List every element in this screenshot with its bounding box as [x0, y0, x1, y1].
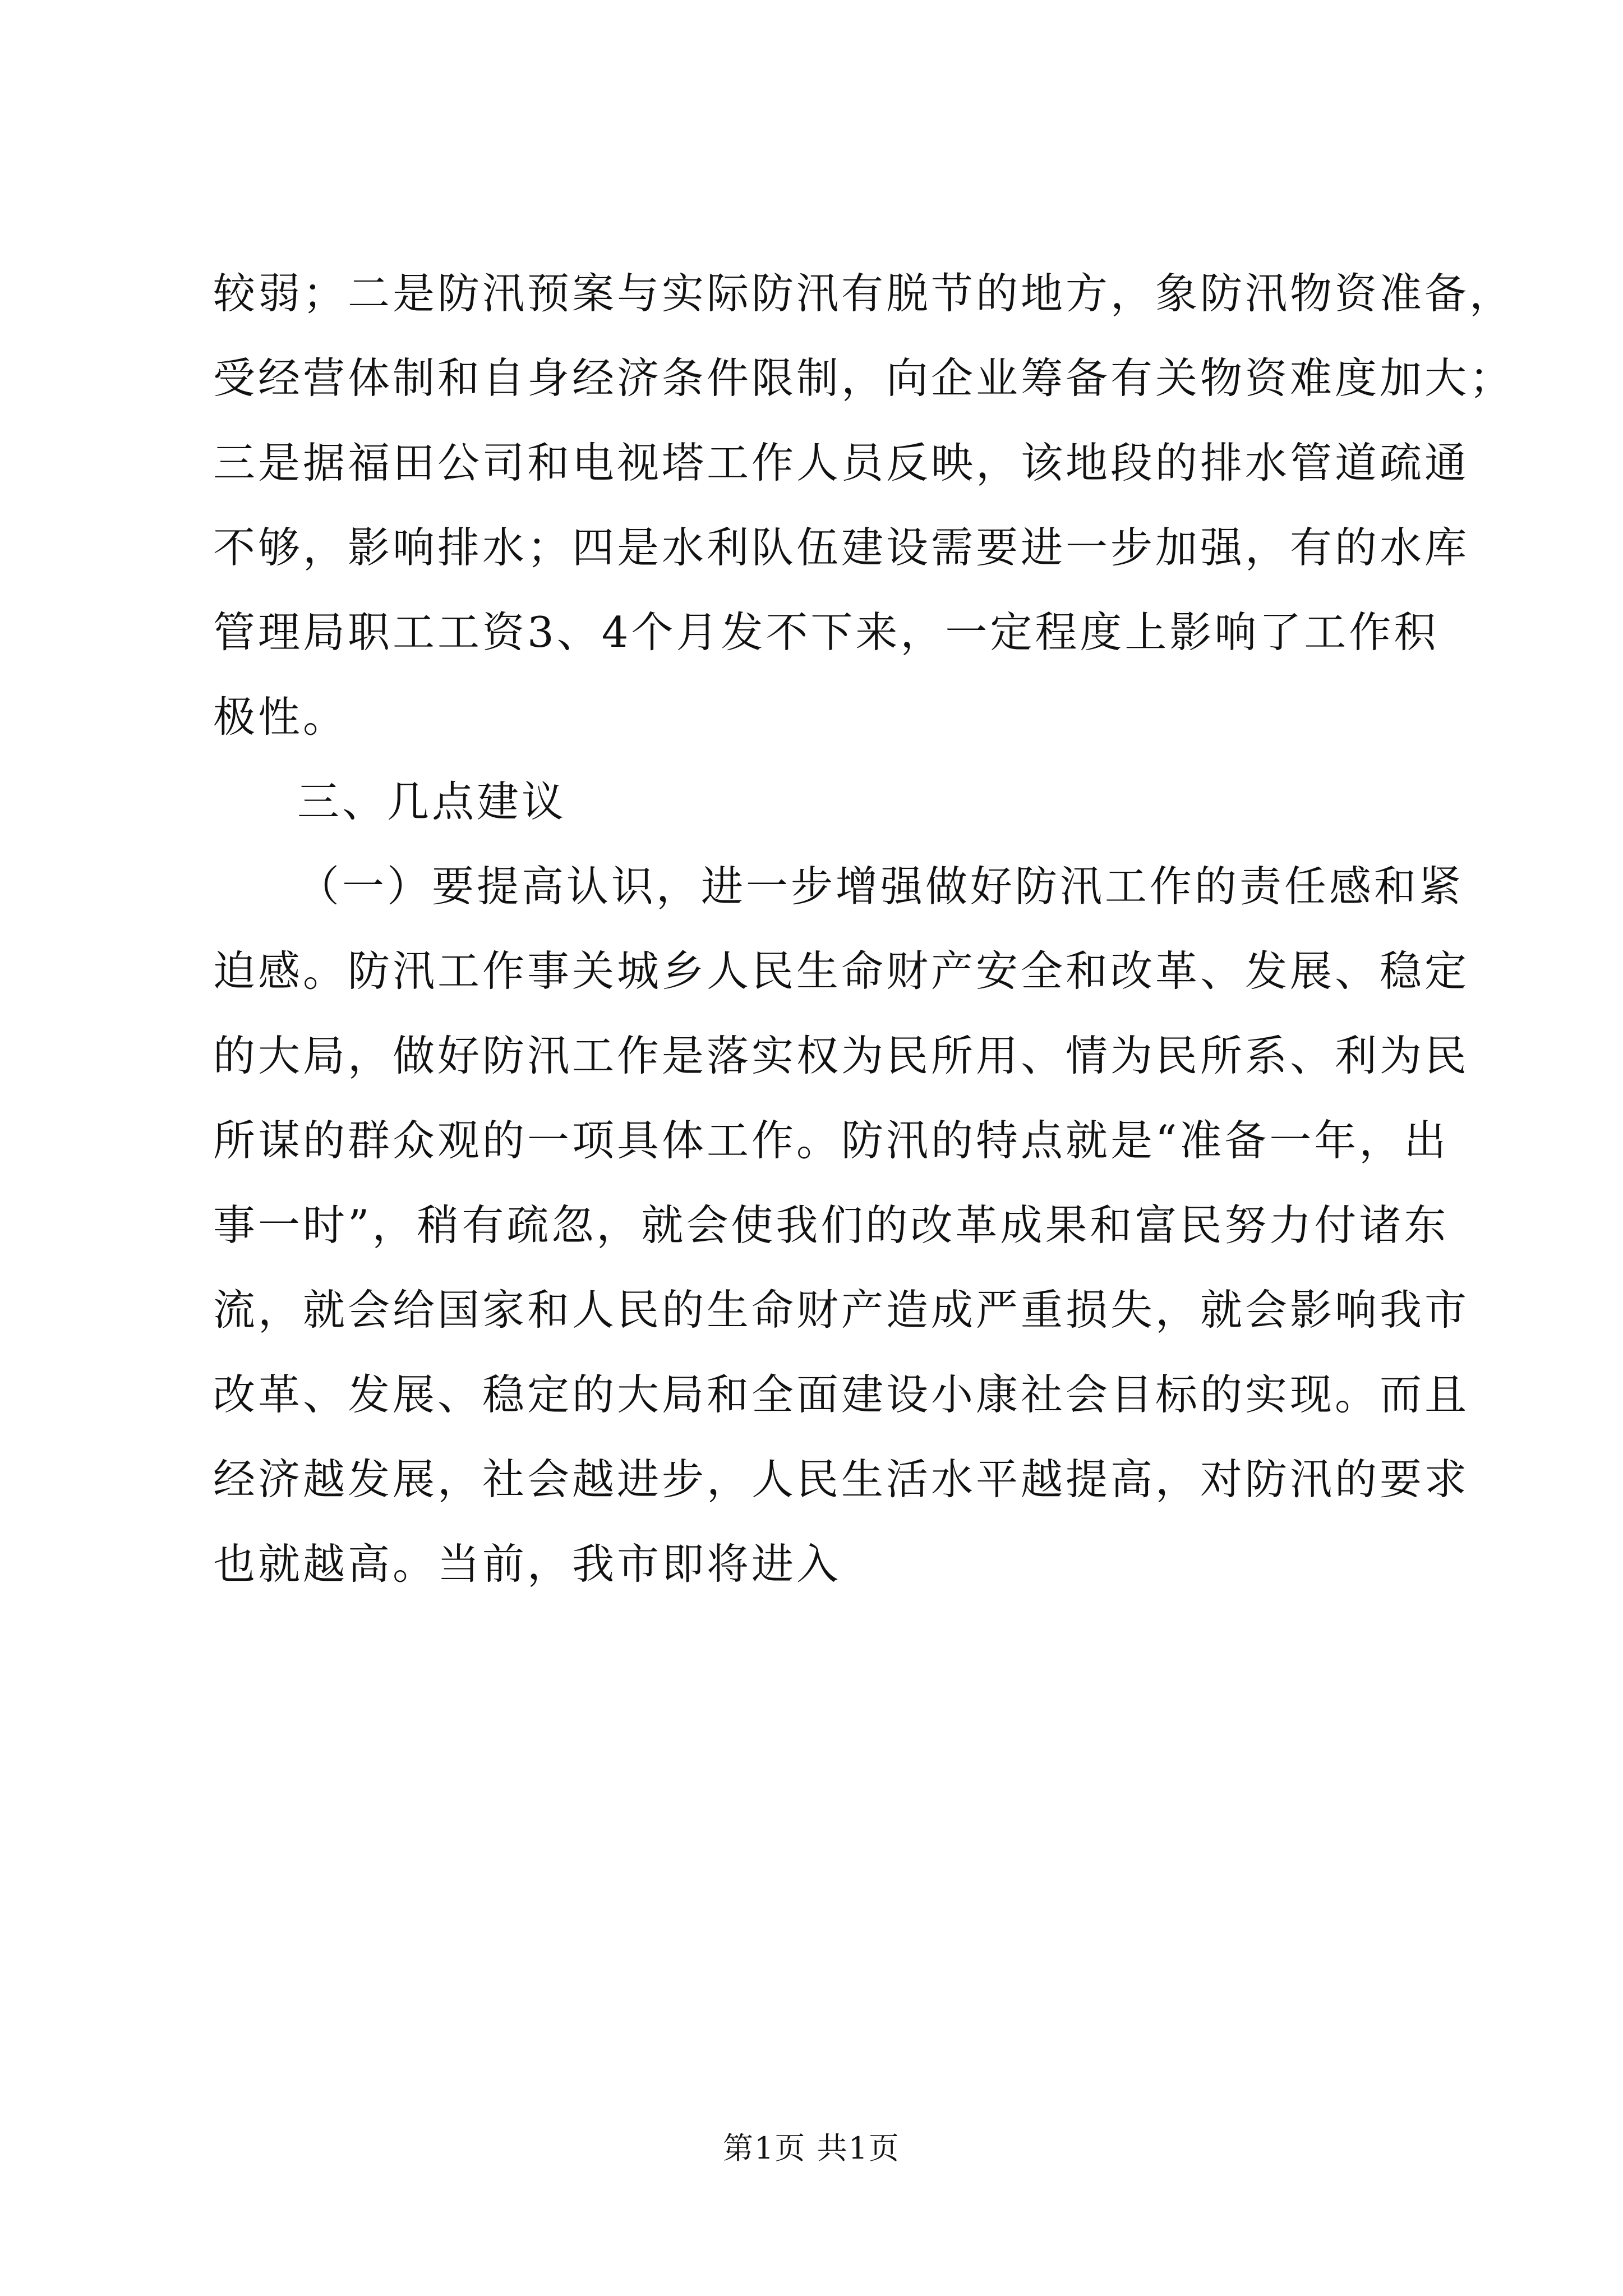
section-heading: 三、几点建议	[297, 777, 567, 826]
text-line: 事一时”，稍有疏忽，就会使我们的改革成果和富民努力付诸东	[213, 1200, 1449, 1250]
text-line: 三是据福田公司和电视塔工作人员反映，该地段的排水管道疏通	[213, 438, 1470, 487]
text-line: 不够，影响排水；四是水利队伍建设需要进一步加强，有的水库	[213, 523, 1470, 572]
text-line: 的大局，做好防汛工作是落实权为民所用、情为民所系、利为民	[213, 1031, 1470, 1080]
text-line: 受经营体制和自身经济条件限制，向企业筹备有关物资难度加大；	[213, 353, 1515, 403]
text-line: 改革、发展、稳定的大局和全面建设小康社会目标的实现。而且	[213, 1370, 1470, 1419]
text-line: 也就越高。当前，我市即将进入	[213, 1539, 842, 1589]
text-line: 流，就会给国家和人民的生命财产造成严重损失，就会影响我市	[213, 1285, 1470, 1335]
document-body	[213, 251, 1515, 1607]
text-line: 较弱；二是防汛预案与实际防汛有脱节的地方，象防汛物资准备，	[213, 269, 1515, 318]
text-line: 极性。	[213, 692, 348, 742]
text-line: 经济越发展，社会越进步，人民生活水平越提高，对防汛的要求	[213, 1455, 1470, 1504]
text-line: 所谋的群众观的一项具体工作。防汛的特点就是“准备一年，出	[213, 1116, 1449, 1165]
subsection-heading-line: （一）要提高认识，进一步增强做好防汛工作的责任感和紧	[297, 862, 1464, 911]
text-line: 管理局职工工资3、4个月发不下来，一定程度上影响了工作积	[213, 608, 1439, 657]
text-line: 迫感。防汛工作事关城乡人民生命财产安全和改革、发展、稳定	[213, 946, 1470, 996]
page-footer: 第1页 共1页	[723, 2131, 900, 2166]
